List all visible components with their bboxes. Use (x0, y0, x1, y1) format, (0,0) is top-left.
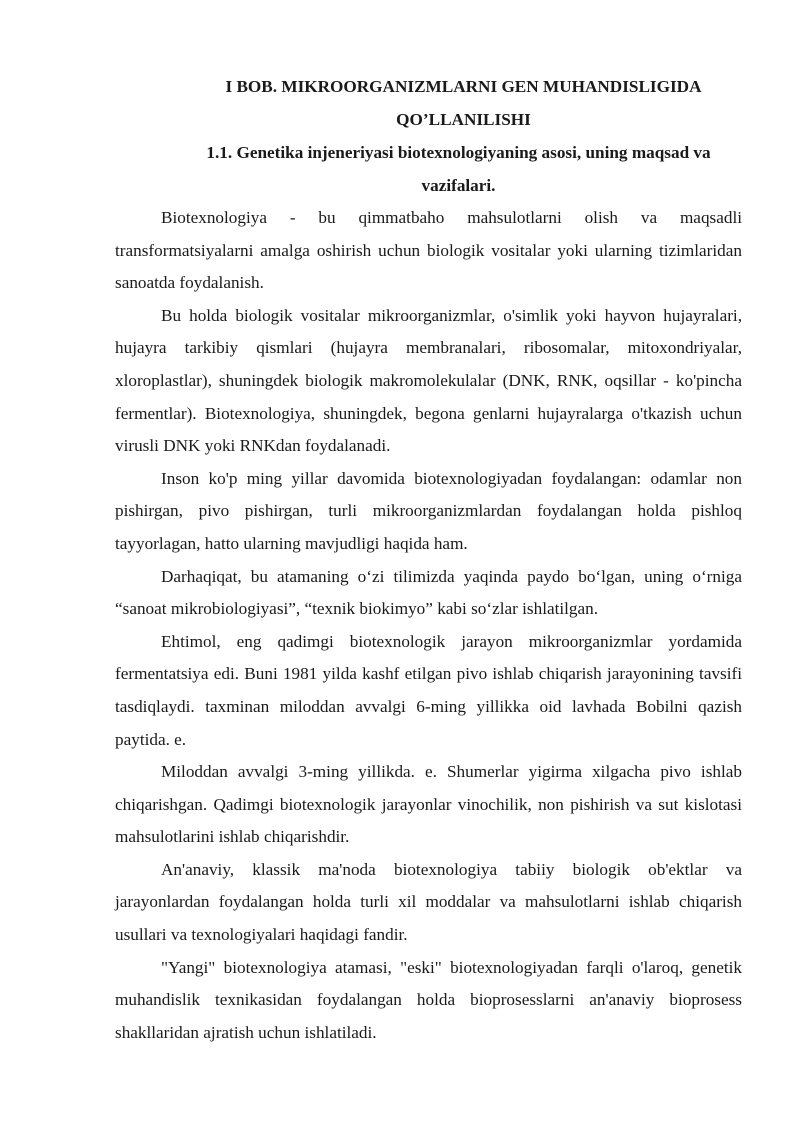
paragraph: Bu holda biologik vositalar mikroorganizmlar, o'simlik yoki hayvon hujayralari, hujayra tarkibiy qismlari (hujayra membranalari, ribosomalar, mitoxondriyalar, xloroplastlar), shuningdek biologik makromolekulalar (DNK, RNK, oqsillar - ko'pincha fermentlar). Biotexnologiya, shuningdek, begona genlarni hujayralarga o'tkazish uchun virusli DNK yoki RNKdan foydalanadi. (115, 305, 742, 456)
paragraph: Ehtimol, eng qadimgi biotexnologik jarayon mikroorganizmlar yordamida fermentatsiya edi. Buni 1981 yilda kashf etilgan pivo ishlab chiqarish jarayonining tavsifi tasdiqlaydi. taxminan miloddan avvalgi 6-ming yillikka oid lavhada Bobilni qazish paytida. e. (115, 631, 742, 749)
document-page (115, 70, 742, 1049)
paragraph: An'anaviy, klassik ma'noda biotexnologiya tabiiy biologik ob'ektlar va jarayonlardan foydalangan holda turli xil moddalar va mahsulotlarni ishlab chiqarish usullari va texnologiyalari haqidagi fandir. (115, 859, 742, 945)
paragraph: Inson ko'p ming yillar davomida biotexnologiyadan foydalangan: odamlar non pishirgan, pivo pishirgan, turli mikroorganizmlardan foydalangan holda pishloq tayyorlagan, hatto ularning mavjudligi haqida ham. (115, 468, 742, 553)
paragraph: Miloddan avvalgi 3-ming yillikda. e. Shumerlar yigirma xilgacha pivo ishlab chiqarishgan. Qadimgi biotexnologik jarayonlar vinochilik, non pishirish va sut kislotasi mahsulotlarini ishlab chiqarishdir. (115, 762, 742, 847)
paragraph: Biotexnologiya - bu qimmatbaho mahsulotlarni olish va maqsadli transformatsiyalarni amalga oshirish uchun biologik vositalar yoki ularning tizimlaridan sanoatda foydalanish. (115, 208, 742, 293)
section-title: 1.1. Genetika injeneriyasi biotexnologiyaning asosi, uning maqsad va vazifalari. (206, 143, 711, 195)
paragraph: "Yangi" biotexnologiya atamasi, "eski" biotexnologiyadan farqli o'laroq, genetik muhandislik texnikasidan foydalangan holda bioprosesslarni an'anaviy bioprosess shakllaridan ajratish uchun ishlatiladi. (115, 957, 742, 1042)
paragraph: Darhaqiqat, bu atamaning o‘zi tilimizda yaqinda paydo bo‘lgan, uning o‘rniga “sanoat mikrobiologiyasi”, “texnik biokimyo” kabi so‘zlar ishlatilgan. (115, 566, 742, 619)
chapter-title: I BOB. MIKROORGANIZMLARNI GEN MUHANDISLIGIDA QO’LLANILISHI (225, 77, 702, 129)
